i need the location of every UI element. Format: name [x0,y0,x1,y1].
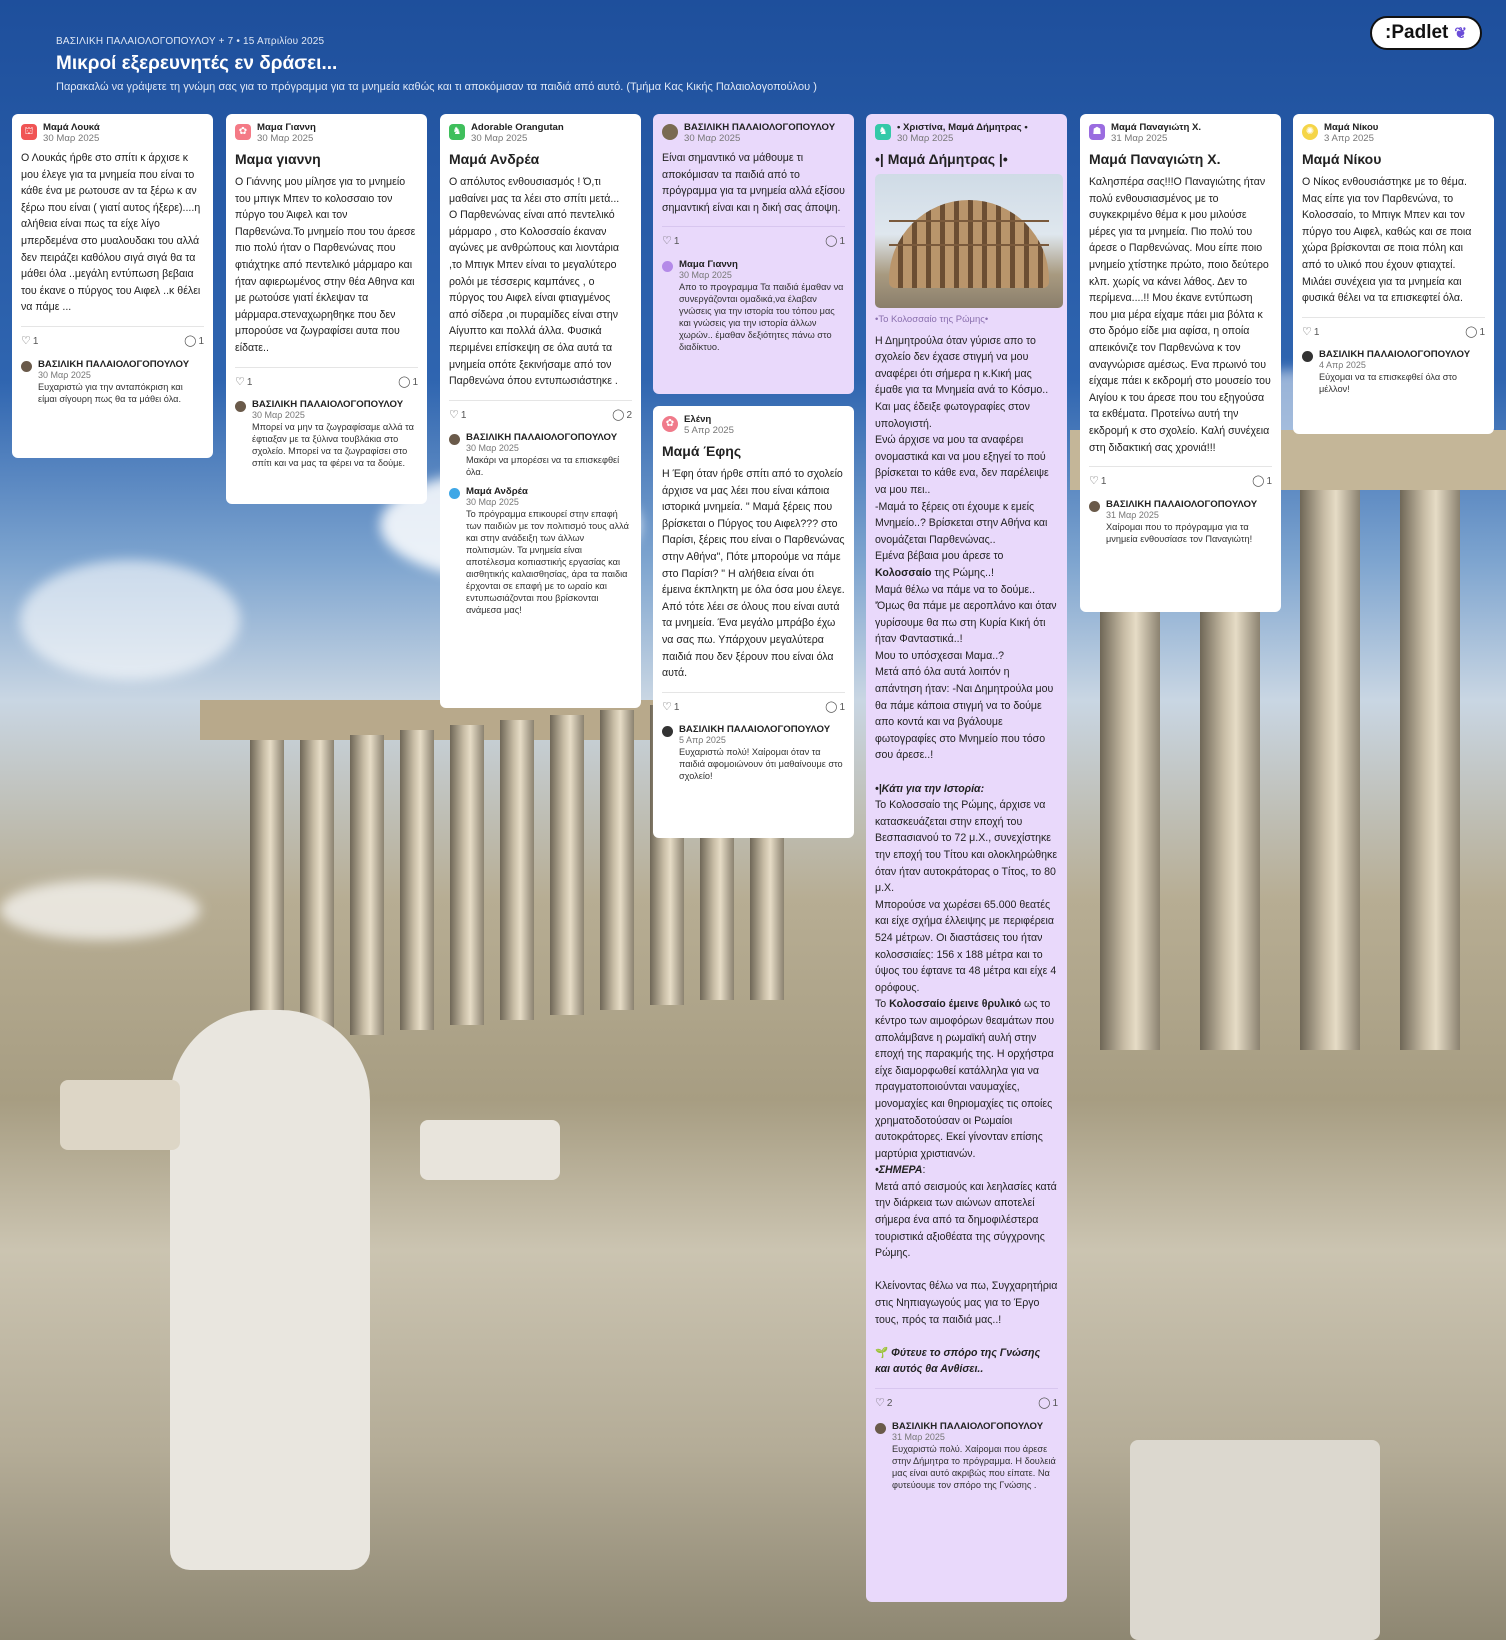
comment-icon: ◯ [825,700,838,713]
padlet-leaf-icon: ❦ [1454,25,1467,42]
comment [235,399,418,469]
board-meta: ΒΑΣΙΛΙΚΗ ΠΑΛΑΙΟΛΟΓΟΠΟΥΛΟΥ + 7 • 15 Απριλίου 2025 [56,36,325,47]
like-button[interactable]: ♡ 1 [449,407,466,425]
post-title: Μαμα γιαννη [235,151,321,167]
post-body: Καλησπέρα σας!!!Ο Παναγιώτης ήταν πολύ ενθουσιασμένος με το συγκεκριμένο θέμα κ μου μιλούσε μέρες για τα μνημεία. Πιο πολύ του άρεσε ο Παρθενώνας. Μου είπε ποιο μνημείο χτίστηκε πρώτο, ποιο δεύτερο κλπ. χωρίς να κάνει λάθος. Δεν το περίμενα....!! Μου έκανε εντύπωση που μια μέρα είχαμε πάει μια βόλτα κ στο δρόμο είδε μια αφίσα, η οποία απεικόνιζε τον Παρθενώνα κ τον αναγνώρισε αμέσως. Ενα πρωινό του είχαμε πάει κ εκδρομή στο μουσείο του Αιγίου κ του άρεσε που του εξηγούσα τα εκθέματα. Προτείνω αυτή την εκδρομή κ στο σχολείο. Καλή συνέχεια στη διδακτική σας χρονιά!!! [1089,176,1271,454]
avatar: ♞ [449,124,465,140]
heart-icon: ♡ [235,375,245,388]
post-author: Adorable Orangutan [471,122,564,133]
post-date: 30 Μαρ 2025 [897,133,954,144]
comment-author: ΒΑΣΙΛΙΚΗ ΠΑΛΑΙΟΛΟΓΟΠΟΥΛΟΥ [1106,498,1258,510]
heart-icon: ♡ [875,1397,885,1409]
today-text: Μετά από σεισμούς και λεηλασίες κατά την διάρκεια των αιώνων αποτελεί σήμερα ένα από τα δημοφιλέστερα τουριστικά αξιοθέατα της σύγχρονης Ρώμης. Κλείνοντας θέλω να πω, Συγχαρητήρια στις Νηπιαγωγούς μας για το Έργο τους, πρός τα παιδιά μας..! [875,1180,1058,1326]
avatar [875,1423,886,1434]
like-button[interactable]: ♡ 1 [1302,324,1319,342]
like-button[interactable]: ♡ 1 [662,233,679,251]
comment-author: Μαμά Ανδρέα [466,486,528,498]
board-header [56,36,1356,93]
comment-button[interactable]: ◯ 1 [1252,473,1272,491]
comment-date: 4 Απρ 2025 [1319,360,1366,371]
comment [875,1421,1058,1491]
comment-author: Μαμα Γιαννη [679,258,738,270]
comment-text: Ευχαριστώ πολύ. Χαίρομαι που άρεσε στην Δήμητρα το πρόγραμμα. Η δουλειά μας είναι αυτό ακριβώς που είπατε. Να φυτεύουμε τον σπόρο της Γνώσης . [892,1443,1056,1490]
like-button[interactable]: ♡ 1 [235,374,252,392]
post-title: Μαμά Παναγιώτη Χ. [1089,151,1221,167]
comment-date: 30 Μαρ 2025 [679,269,732,280]
comment-author: ΒΑΣΙΛΙΚΗ ΠΑΛΑΙΟΛΟΓΟΠΟΥΛΟΥ [252,399,404,411]
post-card[interactable] [1080,114,1281,612]
post-body: Ο Νίκος ενθουσιάστηκε με το θέμα. Μας είπε για τον Παρθενώνα, το Κολοσσαίο, το Μπιγκ Μπεν και τον πύργο του Αιφελ, καθώς και σε ποια χώρα βρίσκονται σε ποια πόλη και από το υλικό που έχουν φτιαχτεί. Μιλάει συνέχεια για τα μνημεία και φυσικά θέλει να τα επισκεφτεί όλα. [1302,176,1472,305]
comment-icon: ◯ [398,375,411,388]
comment-author: ΒΑΣΙΛΙΚΗ ΠΑΛΑΙΟΛΟΓΟΠΟΥΛΟΥ [679,724,831,736]
comment-text: Ευχαριστώ για την ανταπόκριση και είμαι σίγουρη πως θα τα μάθει όλα. [38,381,183,404]
comment-text: Ευχαριστώ πολύ! Χαίρομαι όταν τα παιδιά αφομοιώνουν ότι μαθαίνουμε στο σχολείο! [679,747,843,782]
post-body: Η Δημητρούλα όταν γύρισε απο το σχολείο δεν έχασε στιγμή να μου αναφέρει ότι σήμερα η κ.Κική μας έμαθε για τα Μνημεία ανά το Κόσμο.. Και μας έδειξε φωτογραφίες στον υπολογιστή. Ενώ άρχισε να μου τα αναφέρει ονομαστικά και να μου εξηγεί το πού βρίσκεται το κάθε ενα, δεν παρέλειψε να μου πει.. -Μαμά το ξέρεις οτι έχουμε κ εμείς Μνημείο..? Βρίσκεται στην Αθήνα και ονομάζεται Παρθενώνας.. Εμένα βέβαια μου άρεσε το Κολοσσαίο της Ρώμης..! Μαμά θέλω να πάμε να το δούμε.. 'Όμως θα πάμε με αεροπλάνο και όταν γυρίσουμε θα πω στη Κυρία Κική ότι ήταν Φανταστικά..! Μου το υπόσχεσαι Μαμα..? Μετά από όλα αυτά λοιπόν η απάντηση ήταν: -Ναι Δημητρούλα μου θα πάμε κάποια στιγμή να το δούμε απο κοντά και να βγάλουμε φωτογραφίες στο Μνημείο που τόσο σου άρεσε..! •|Κάτι για την Ιστορία: Το Κολοσσαίο της Ρώμης, άρχισε να κατασκευάζεται στην εποχή του Βεσπασιανού το 72 μ.Χ., συνεχίστηκε την εποχή του Τίτου και ολοκληρώθηκε όταν ήταν αυτοκράτορας ο Τίτος, το 80 μ.Χ. Μπορούσε να χωρέσει 65.000 θεατές και είχε σχήμα έλλειψης με περιφέρεια 524 μέτρων. Οι διαστάσεις του ήταν κολοσσιαίες: 156 x 188 μέτρα και το ύψος του έφτανε τα 48 μέτρα και είχε 4 ορόφους. Το Κολοσσαίο έμεινε θρυλικό ως το κέντρο των αιμοφόρων θεαμάτων που απολάμβανε η ρωμαϊκή αυλή στην εποχή της παρακμής της. Η ορχήστρα είχε διαμορφωθεί κατάλληλα για να πραγματοποιούνται ναυμαχίες, μονομαχίες και θηριομαχίες τις οποίες χρηματοδοτούσαν οι Ρωμαίοι αυτοκράτορες. Εκεί γίνονταν επίσης μαρτύρια χριστιανών. •ΣΗΜΕΡΑ: Μετά από σεισμούς και λεηλασίες κατά την διάρκεια των αιώνων αποτελεί σήμερα ένα από τα δημοφιλέστερα τουριστικά αξιοθέατα της σύγχρονης Ρώμης. Κλείνοντας θέλω να πω, Συγχαρητήρια στις Νηπιαγωγούς μας για το Έργο τους, πρός τα παιδιά μας..! 🌱 Φύτευε το σπόρο της Γνώσης και αυτός θα Ανθίσει.. [875,334,1058,1376]
comment-icon: ◯ [1252,475,1265,488]
padlet-logo[interactable] [1370,16,1482,50]
history-text: Το Κολοσσαίο της Ρώμης, άρχισε να κατασκευάζεται στην εποχή του Βεσπασιανού το 72 μ.Χ., συνεχίστηκε την εποχή του Τίτου και ολοκληρώθηκε όταν ήταν αυτοκράτορας ο Τίτος, το 80 μ.Χ. Μπορούσε να χωρέσει 65.000 θεατές και είχε σχήμα έλλειψης με περιφέρεια 524 μέτρων. Οι διαστάσεις του ήταν κολοσσιαίες: 156 x 188 μέτρα και το ύψος του έφτανε τα 48 μέτρα και είχε 4 ορόφους. Το [875,799,1058,1011]
post-title: Μαμά Νίκου [1302,151,1382,167]
avatar: ✿ [662,416,678,432]
avatar [449,488,460,499]
comment-text: Το πρόγραμμα επικουρεί στην επαφή των παιδιών με τον πολιτισμό τους αλλά και στην ανάδειξη των άλλων πολιτισμών. Τα μνημεία είναι αποτέλεσμα κοπιαστικής εργασίας και αισθητικής καλαισθησίας, άρα τα παιδια έρχονται σε επαφή με το ωραίο και εντυπωσιάζονται που βρίσκονται ανάμεσα μας! [466,509,629,616]
heart-icon: ♡ [662,700,672,713]
comment-date: 30 Μαρ 2025 [38,369,91,380]
comment-date: 31 Μαρ 2025 [892,1431,945,1442]
post-date: 30 Μαρ 2025 [43,133,100,144]
comment [662,259,845,353]
comment-author: ΒΑΣΙΛΙΚΗ ΠΑΛΑΙΟΛΟΓΟΠΟΥΛΟΥ [38,358,190,370]
avatar [662,124,678,140]
post-author: Μαμά Νίκου [1324,122,1379,133]
comment-date: 30 Μαρ 2025 [466,497,519,508]
avatar [1302,351,1313,362]
post-title: •| Μαμά Δήμητρας |• [875,151,1008,167]
comment [1089,499,1272,545]
avatar: ⛫ [21,124,37,140]
post-date: 31 Μαρ 2025 [1111,133,1168,144]
avatar [449,434,460,445]
comment-date: 30 Μαρ 2025 [252,410,305,421]
avatar [662,261,673,272]
image-caption: •Το Κολοσσαίο της Ρώμης• [875,314,989,325]
avatar [21,361,32,372]
comment-author: ΒΑΣΙΛΙΚΗ ΠΑΛΑΙΟΛΟΓΟΠΟΥΛΟΥ [892,1420,1044,1432]
today-heading: •ΣΗΜΕΡΑ [875,1164,923,1177]
comment-button[interactable]: ◯ 1 [1465,324,1485,342]
post-card[interactable] [226,114,427,504]
comment-icon: ◯ [825,235,838,248]
comment-icon: ◯ [1038,1397,1051,1409]
comment-text: Χαίρομαι που το πρόγραμμα για τα μνημεία ενθουσίασε τον Παναγιώτη! [1106,521,1253,544]
heart-icon: ♡ [1089,475,1099,488]
comment-icon: ◯ [1465,325,1478,338]
post-body: Ο Γιάννης μου μίλησε για το μνημείο του μπιγκ Μπεν το κολοσσαιο τον πύργο του Άιφελ και τον Παρθενώνα.Το μνημείο που του άρεσε πιο πολύ ήταν ο Παρθενώνας που φτιάχτηκε από πεντελικό μάρμαρο και ήταν αφιερωμένος στην θέα Αθηνα και με ρωτούσε γιατί έκλεψαν τα μάρμαρα.στεναχωρηθηκε που δεν μπορούσε να ζωγραφίσει αυτα που είδατε.. [235,176,416,354]
post-date: 30 Μαρ 2025 [257,133,314,144]
comment [21,359,204,405]
post-body: Είναι σημαντικό να μάθουμε τι αποκόμισαν τα παιδιά από το πρόγραμμα για τα μνημεία αλλά εξίσου σημαντική είναι και η δική σας άποψη. [662,152,845,214]
post-author: Μαμά Λουκά [43,122,100,133]
post-body: Η Έφη όταν ήρθε σπίτι από το σχολείο άρχισε να μας λέει που είναι κάποια ιστορικά μνημεία. " Μαμά ξέρεις που βρίσκεται ο Πύργος του Αιφελ??? στο Παρίσι, ξέρεις που είναι ο Παρθενώνας στην Αθήνα", Πότε μπορούμε να πάμε στο Παρίσι? " Η αλήθεια είναι ότι έμεινα έκπληκτη με όλα όσα μου έλεγε. Από τότε λέει σε όλους που είναι αυτά τα μνημεία. Ένα μεγάλο μπράβο έχω να σας πω. Υπάρχουν μεγαλύτερα παιδιά που δεν ξέρουν που είναι όλα αυτά. [662,468,845,680]
like-button[interactable]: ♡ 1 [1089,473,1106,491]
post-date: 5 Απρ 2025 [684,425,734,436]
history-text: ως το κέντρο των αιμοφόρων θεαμάτων που απολάμβανε η ρωμαϊκή αυλή στην εποχή της παρακμής της. Η ορχήστρα είχε διαμορφωθεί κατάλληλα για να πραγματοποιούνται ναυμαχίες, μονομαχίες και θηριομαχίες τις οποίες χρηματοδοτούσαν οι Ρωμαίοι αυτοκράτορες. Εκεί γίνονταν επίσης μαρτύρια χριστιανών. [875,998,1055,1160]
post-date: 30 Μαρ 2025 [471,133,528,144]
post-author: ΒΑΣΙΛΙΚΗ ΠΑΛΑΙΟΛΟΓΟΠΟΥΛΟΥ [684,122,836,133]
avatar: ☗ [1089,124,1105,140]
post-card[interactable] [866,114,1067,1602]
comment-button[interactable]: ◯ 1 [825,699,845,717]
board-title[interactable]: Μικροί εξερευνητές εν δράσει... [56,53,338,74]
heart-icon: ♡ [662,235,672,248]
comment-button[interactable]: ◯ 1 [1038,1395,1058,1413]
comment-author: ΒΑΣΙΛΙΚΗ ΠΑΛΑΙΟΛΟΓΟΠΟΥΛΟΥ [1319,349,1471,361]
post-author: • Χριστίνα, Μαμά Δήμητρας • [897,122,1028,133]
post-title: Μαμά Έφης [662,443,742,459]
comment-button[interactable]: ◯ 1 [398,374,418,392]
comment-button[interactable]: ◯ 1 [184,333,204,351]
like-button[interactable]: ♡ 1 [21,333,38,351]
comment-text: Μπορεί να μην τα ζωγραφίσαμε αλλά τα έφτιαξαν με τα ξύλινα τουβλάκια στο σχολείο. Μπορεί να τα ζωγραφίσει στο σπίτι και να μας τα φέρει να τα δούμε. [252,422,414,469]
post-title: Μαμά Ανδρέα [449,151,540,167]
post-card[interactable] [440,114,641,708]
post-body-bold: Κολοσσαίο [875,566,932,579]
comment [449,486,632,616]
seedling-icon: 🌱 [875,1346,889,1359]
history-heading: •|Κάτι για την Ιστορία: [875,782,985,795]
like-button[interactable]: ♡ 2 [875,1395,892,1413]
post-body-text: της Ρώμης..! Μαμά θέλω να πάμε να το δούμε.. 'Όμως θα πάμε με αεροπλάνο και όταν γυρίσουμε θα πω στη Κυρία Κική ότι ήταν Φανταστικά..! Μου το υπόσχεσαι Μαμα..? Μετά από όλα αυτά λοιπόν η απάντηση ήταν: -Ναι Δημητρούλα μου θα πάμε κάποια στιγμή να το δούμε απο κοντά και να βγάλουμε φωτογραφίες στο Μνημείο που τόσο σου άρεσε..! [875,566,1057,762]
comment-icon: ◯ [612,408,625,421]
history-bold: Κολοσσαίο έμεινε θρυλικό [889,998,1022,1011]
comment [662,724,845,782]
like-button[interactable]: ♡ 1 [662,699,679,717]
post-body: Ο απόλυτος ενθουσιασμός ! Ό,τι μαθαίνει μας τα λέει στο σπίτι μετά... Ο Παρθενώνας είναι από πεντελικό μάρμαρο , στο Κολοσσαίο έκαναν αγώνες με ανθρώπους και λιοντάρια ,το Μπιγκ Μπεν είναι το μεγαλύτερο ρολόι με τέσσερις καμπάνες , ο πύργος του Αιφελ είναι φτιαγμένος από σίδερα ,οι πυραμίδες είναι στην Αίγυπτο και πολλά άλλα. Φυσικά περιμένει επίσκεψη σε όλα αυτά τα μνημεία οπότε ξεκινήσαμε από τον Παρθενώνα όπου εντυπωσιάστηκε . [449,176,620,388]
avatar [235,401,246,412]
post-author: Ελένη [684,414,712,425]
avatar [1089,501,1100,512]
board-description: Παρακαλώ να γράψετε τη γνώμη σας για το πρόγραμμα για τα μνημεία καθώς και τι αποκόμισαν τα παιδιά από αυτό. (Τμήμα Κας Κικής Παλαιολογοπούλου ) [56,81,817,93]
comment-button[interactable]: ◯ 1 [825,233,845,251]
heart-icon: ♡ [1302,325,1312,338]
comment-text: Εύχομαι να τα επισκεφθεί όλα στο μέλλον! [1319,372,1457,395]
avatar: ✿ [235,124,251,140]
comment-date: 31 Μαρ 2025 [1106,509,1159,520]
comment-date: 5 Απρ 2025 [679,735,726,746]
post-card[interactable] [1293,114,1494,434]
avatar: ♞ [875,124,891,140]
avatar: ✺ [1302,124,1318,140]
post-card[interactable] [12,114,213,458]
comment-icon: ◯ [184,334,197,347]
comment-button[interactable]: ◯ 2 [612,407,632,425]
padlet-logo-text: :Padlet [1385,22,1449,43]
post-author: Μαμα Γιαννη [257,122,316,133]
post-body-text: Η Δημητρούλα όταν γύρισε απο το σχολείο δεν έχασε στιγμή να μου αναφέρει ότι σήμερα η κ.Κική μας έμαθε για τα Μνημεία ανά το Κόσμο.. Και μας έδειξε φωτογραφίες στον υπολογιστή. Ενώ άρχισε να μου τα αναφέρει ονομαστικά και να μου εξηγεί το πού βρίσκεται το κάθε ενα, δεν παρέλειψε να μου πει.. -Μαμά το ξέρεις οτι έχουμε κ εμείς Μνημείο..? Βρίσκεται στην Αθήνα και ονομάζεται Παρθενώνας.. Εμένα βέβαια μου άρεσε το [875,334,1049,563]
comment-text: Μακάρι να μπορέσει να τα επισκεφθεί όλα. [466,455,620,478]
post-date: 3 Απρ 2025 [1324,133,1374,144]
post-author: Μαμά Παναγιώτη Χ. [1111,122,1202,133]
heart-icon: ♡ [21,334,31,347]
post-date: 30 Μαρ 2025 [684,133,741,144]
colosseum-image[interactable] [875,174,1063,308]
closing-line: Φύτευε το σπόρο της Γνώσης και αυτός θα Ανθίσει.. [875,1346,1041,1376]
comment [1302,349,1485,395]
comment-author: ΒΑΣΙΛΙΚΗ ΠΑΛΑΙΟΛΟΓΟΠΟΥΛΟΥ [466,432,618,444]
post-card[interactable] [653,114,854,394]
heart-icon: ♡ [449,408,459,421]
post-card[interactable] [653,406,854,838]
post-body: Ο Λουκάς ήρθε στο σπίτι κ άρχισε κ μου έλεγε για τα μνημεία που είναι το κάθε ένα με ρωτουσε αν τα ξέρω κ αν ξέρω που είναι ( γιατί αυτος ήξερε)....η αλήθεια είναι πως τα είχε λίγο μπερδεμένα στο μυαλουδακι του αλλά δεν πειράζει καθόλου σιγά σιγά θα τα μάθει όλα ..μεγάλη εντύπωση βεβαια του έκανε ο πύργος του Αιφελ ..κ θέλει να πάμε ... [21,152,201,314]
comment [449,432,632,478]
comment-date: 30 Μαρ 2025 [466,443,519,454]
avatar [662,726,673,737]
comment-text: Απο το προγραμμα Τα παιδιά έμαθαν να συνεργάζονται ομαδικά,να έλαβαν γνώσεις για την ιστορία του τόπου μας και γνώσεις για την ιστορία άλλων χωρών.. έμαθαν δεξιότητες πάνω στο διαδίκτυο. [679,281,844,352]
